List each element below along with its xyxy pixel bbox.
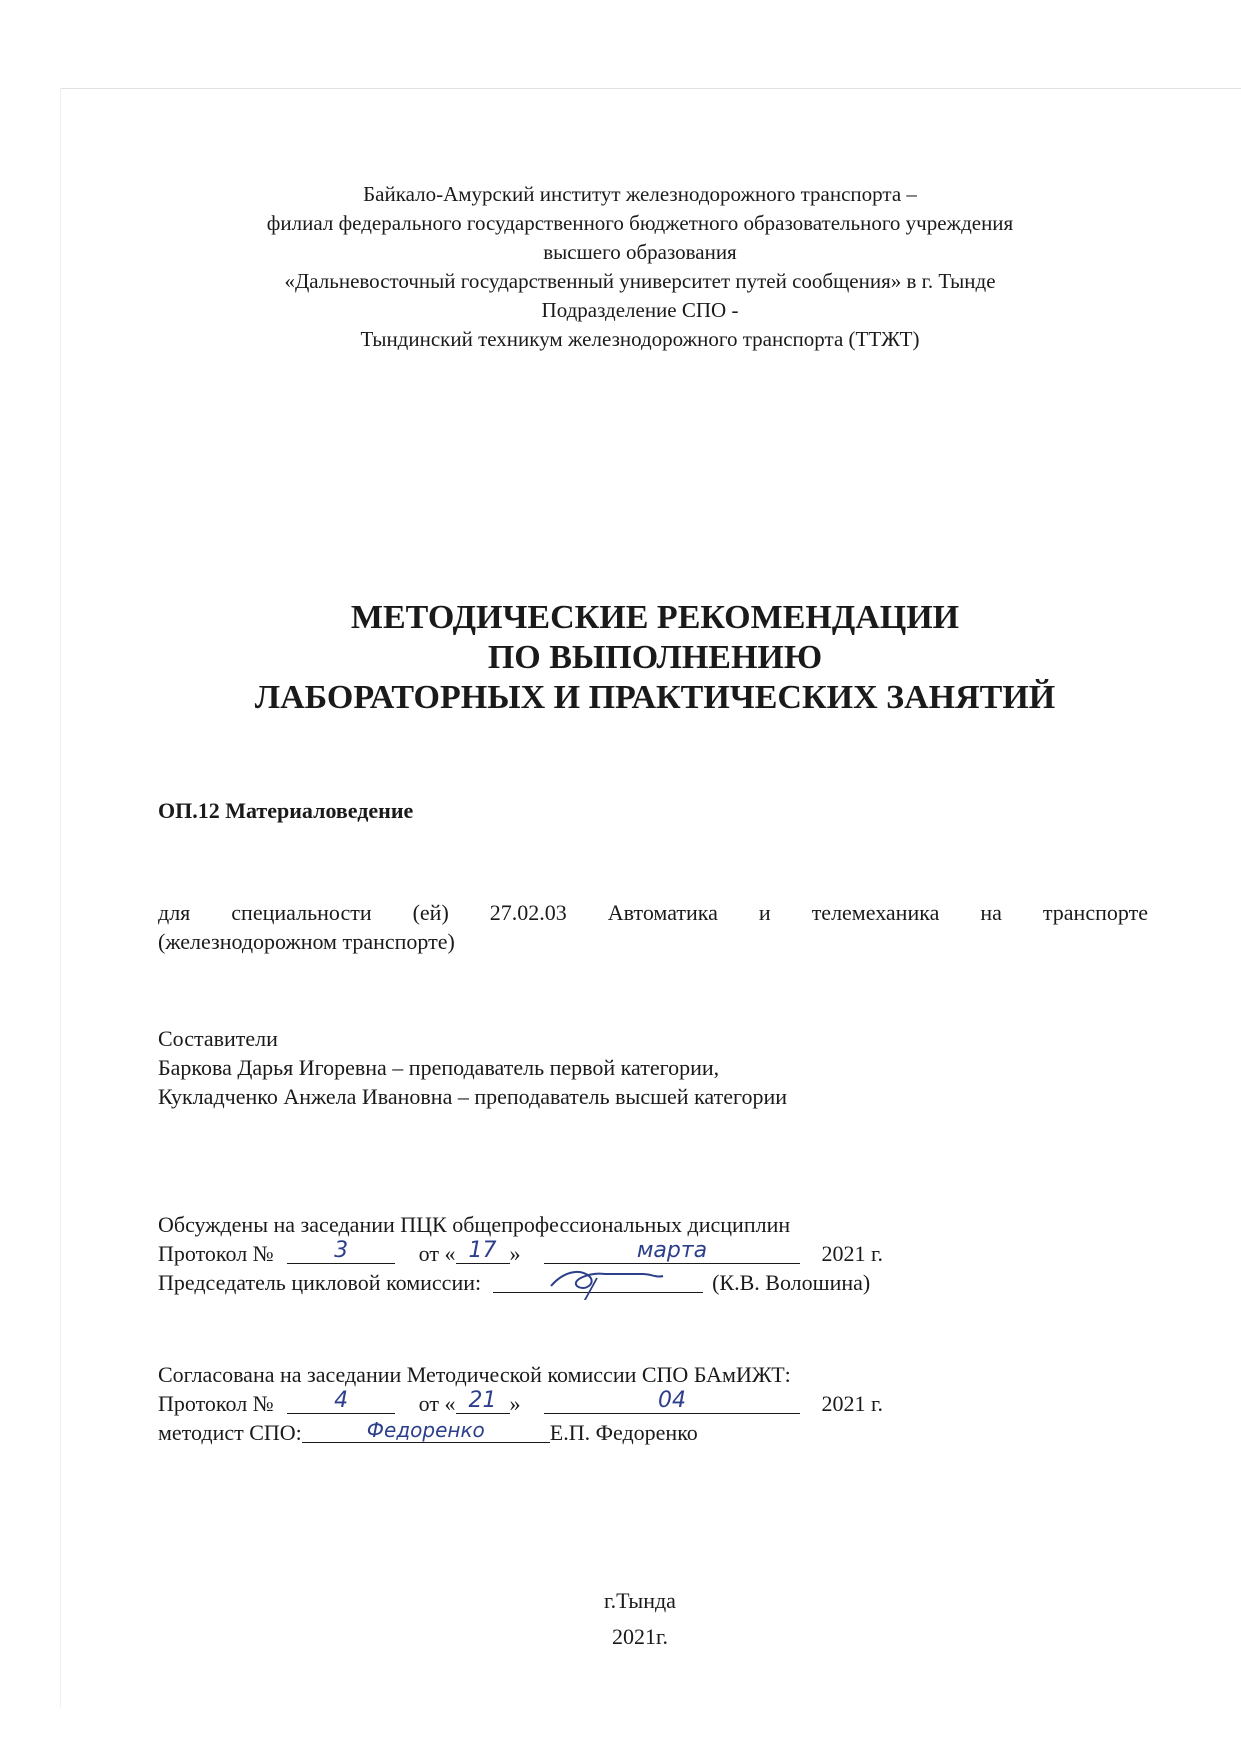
- from-label: от «: [418, 1241, 456, 1266]
- month-handwritten: 04: [658, 1388, 686, 1413]
- day-close: »: [509, 1391, 521, 1416]
- authors: [158, 1024, 787, 1111]
- scan-edge-left: [60, 88, 61, 1708]
- protocol-label: Протокол №: [158, 1391, 274, 1416]
- protocol-number-field: [287, 1388, 395, 1414]
- methodist-name: Е.П. Федоренко: [549, 1420, 698, 1445]
- title-line: ПО ВЫПОЛНЕНИЮ: [487, 639, 823, 676]
- protocol-label: Протокол №: [158, 1241, 274, 1266]
- specialty-word: и: [758, 900, 771, 925]
- approved-heading: Согласована на заседании Методической комиссии СПО БАмИЖТ:: [158, 1362, 791, 1387]
- specialty-word: для: [158, 900, 191, 925]
- protocol-number-field: [287, 1238, 395, 1264]
- author-entry: Кукладченко Анжела Ивановна – преподаватель высшей категории: [158, 1084, 788, 1109]
- footer-year: 2021г.: [611, 1624, 669, 1649]
- month-field: [544, 1388, 800, 1414]
- institution-header: [140, 180, 1140, 354]
- day-handwritten: 21: [468, 1388, 497, 1413]
- methodist-signature-field: [302, 1420, 550, 1443]
- discipline-name: ОП.12 Материаловедение: [158, 798, 414, 823]
- day-close: »: [509, 1241, 521, 1266]
- specialty-word: 27.02.03: [489, 900, 567, 925]
- header-line: «Дальневосточный государственный университет путей сообщения» в г. Тынде: [284, 269, 996, 293]
- scan-edge: [60, 88, 1241, 89]
- chair-signature: [493, 1256, 703, 1300]
- day-handwritten: 17: [468, 1238, 497, 1263]
- chair-signature-field: [493, 1270, 703, 1293]
- specialty: [158, 898, 1148, 956]
- title-line: МЕТОДИЧЕСКИЕ РЕКОМЕНДАЦИИ: [350, 599, 960, 636]
- specialty-word: на: [980, 900, 1002, 925]
- year-label: 2021 г.: [821, 1391, 884, 1416]
- chair-line: [158, 1268, 883, 1297]
- specialty-word: телемеханика: [811, 900, 940, 925]
- specialty-word: специальности: [231, 900, 372, 925]
- methodist-label: методист СПО:: [158, 1420, 302, 1445]
- approved-block: [158, 1360, 883, 1447]
- protocol-line: [158, 1389, 883, 1418]
- discussed-block: [158, 1210, 883, 1297]
- methodist-signature: Федоренко: [366, 1418, 485, 1442]
- header-line: высшего образования: [543, 240, 737, 264]
- specialty-line-1: [158, 898, 1148, 927]
- authors-label: Составители: [158, 1026, 278, 1051]
- title-line: ЛАБОРАТОРНЫХ И ПРАКТИЧЕСКИХ ЗАНЯТИЙ: [254, 679, 1056, 716]
- discussed-heading: Обсуждены на заседании ПЦК общепрофессиональных дисциплин: [158, 1212, 791, 1237]
- specialty-line-2: (железнодорожном транспорте): [158, 929, 455, 954]
- chair-name: (К.В. Волошина): [712, 1270, 871, 1295]
- protocol-number-handwritten: 4: [334, 1388, 349, 1413]
- header-line: Подразделение СПО -: [541, 298, 739, 322]
- header-line: Тындинский техникум железнодорожного транспорта (ТТЖТ): [360, 327, 920, 351]
- city-name: г.Тында: [604, 1588, 676, 1613]
- from-label: от «: [418, 1391, 456, 1416]
- specialty-word: (ей): [412, 900, 449, 925]
- methodist-line: [158, 1418, 883, 1447]
- day-field: [456, 1388, 510, 1414]
- header-line: филиал федерального государственного бюджетного образовательного учреждения: [266, 211, 1014, 235]
- footer: [140, 1583, 1140, 1655]
- chair-label: Председатель цикловой комиссии:: [158, 1270, 482, 1295]
- year-label: 2021 г.: [821, 1241, 884, 1266]
- author-entry: Баркова Дарья Игоревна – преподаватель первой категории,: [158, 1055, 720, 1080]
- document-title: [140, 598, 1170, 718]
- month-handwritten: марта: [636, 1238, 708, 1263]
- specialty-word: транспорте: [1042, 900, 1148, 925]
- specialty-word: Автоматика: [607, 900, 718, 925]
- header-line: Байкало-Амурский институт железнодорожного транспорта –: [363, 182, 917, 206]
- protocol-number-handwritten: 3: [334, 1238, 349, 1263]
